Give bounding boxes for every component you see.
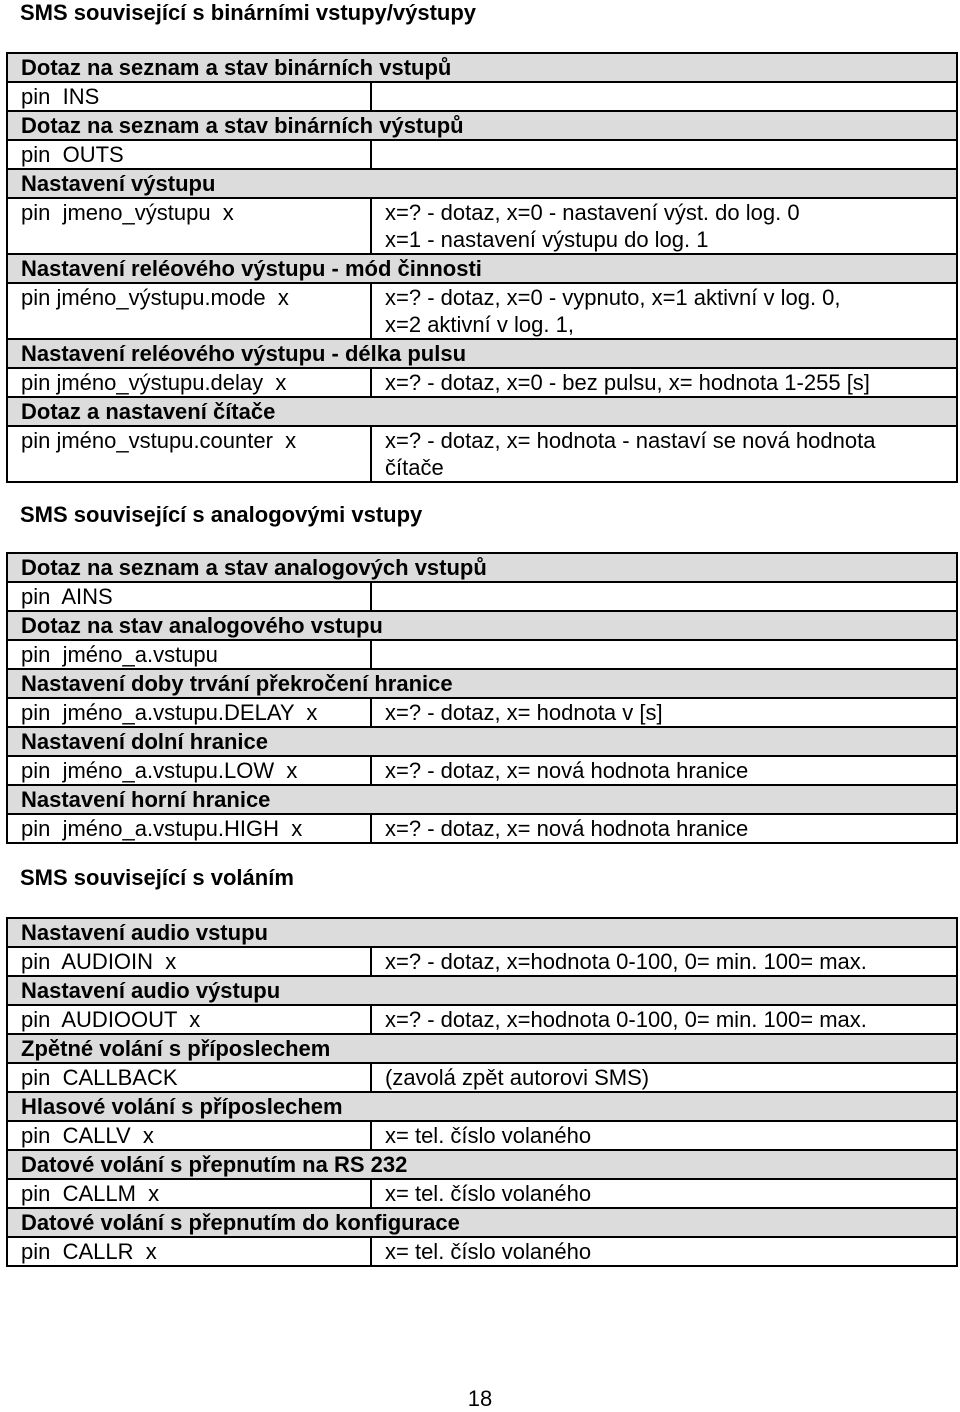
- command-syntax: pin AUDIOIN x: [7, 947, 371, 976]
- command-row: [7, 947, 957, 976]
- command-description: x= tel. číslo volaného: [371, 1179, 957, 1208]
- command-description: x=? - dotaz, x= hodnota v [s]: [371, 698, 957, 727]
- group-header: Nastavení audio vstupu: [7, 918, 957, 947]
- group-header: Nastavení audio výstupu: [7, 976, 957, 1005]
- command-description: (zavolá zpět autorovi SMS): [371, 1063, 957, 1092]
- group-header-row: [7, 553, 957, 582]
- command-row: [7, 640, 957, 669]
- command-description: x=? - dotaz, x= hodnota - nastaví se nová hodnota čítače: [371, 426, 957, 482]
- command-syntax: pin jméno_a.vstupu.DELAY x: [7, 698, 371, 727]
- group-header: Zpětné volání s příposlechem: [7, 1034, 957, 1063]
- command-syntax: pin AUDIOOUT x: [7, 1005, 371, 1034]
- group-header-row: [7, 1034, 957, 1063]
- command-description: x=? - dotaz, x= nová hodnota hranice: [371, 756, 957, 785]
- group-header-row: [7, 669, 957, 698]
- group-header: Nastavení dolní hranice: [7, 727, 957, 756]
- command-syntax: pin jméno_a.vstupu: [7, 640, 371, 669]
- group-header: Hlasové volání s příposlechem: [7, 1092, 957, 1121]
- command-syntax: pin INS: [7, 82, 371, 111]
- page-number: 18: [467, 1386, 493, 1411]
- command-syntax: pin OUTS: [7, 140, 371, 169]
- group-header-row: [7, 785, 957, 814]
- group-header-row: [7, 397, 957, 426]
- group-header: Dotaz na seznam a stav binárních výstupů: [7, 111, 957, 140]
- section-title-analog-inputs: SMS související s analogovými vstupy: [20, 502, 423, 527]
- command-syntax: pin jméno_a.vstupu.LOW x: [7, 756, 371, 785]
- command-syntax: pin AINS: [7, 582, 371, 611]
- command-row: [7, 756, 957, 785]
- command-description: x= tel. číslo volaného: [371, 1121, 957, 1150]
- group-header-row: [7, 1092, 957, 1121]
- command-description: [371, 140, 957, 169]
- group-header-row: [7, 1208, 957, 1237]
- command-syntax: pin jméno_a.vstupu.HIGH x: [7, 814, 371, 843]
- group-header-row: [7, 1150, 957, 1179]
- command-row: [7, 1005, 957, 1034]
- command-row: [7, 1179, 957, 1208]
- group-header-row: [7, 339, 957, 368]
- command-row: [7, 426, 957, 482]
- group-header-row: [7, 53, 957, 82]
- command-syntax: pin jméno_vstupu.counter x: [7, 426, 371, 482]
- command-syntax: pin CALLR x: [7, 1237, 371, 1266]
- group-header-row: [7, 976, 957, 1005]
- group-header: Nastavení doby trvání překročení hranice: [7, 669, 957, 698]
- calls-table: [6, 917, 958, 1267]
- group-header: Nastavení reléového výstupu - mód činnosti: [7, 254, 957, 283]
- analog-inputs-table: [6, 552, 958, 844]
- section-title-binary-io: SMS související s binárními vstupy/výstupy: [20, 0, 477, 25]
- command-description: x=? - dotaz, x=hodnota 0-100, 0= min. 100= max.: [371, 947, 957, 976]
- group-header-row: [7, 169, 957, 198]
- group-header-row: [7, 918, 957, 947]
- group-header: Nastavení reléového výstupu - délka pulsu: [7, 339, 957, 368]
- command-description: x=? - dotaz, x= nová hodnota hranice: [371, 814, 957, 843]
- command-syntax: pin jméno_výstupu.delay x: [7, 368, 371, 397]
- group-header-row: [7, 611, 957, 640]
- command-row: [7, 140, 957, 169]
- group-header: Datové volání s přepnutím na RS 232: [7, 1150, 957, 1179]
- command-row: [7, 82, 957, 111]
- command-syntax: pin CALLM x: [7, 1179, 371, 1208]
- binary-io-table: [6, 52, 958, 483]
- command-description: [371, 640, 957, 669]
- command-description: x=? - dotaz, x=0 - nastavení výst. do log. 0 x=1 - nastavení výstupu do log. 1: [371, 198, 957, 254]
- command-row: [7, 1121, 957, 1150]
- command-row: [7, 1237, 957, 1266]
- command-description: x= tel. číslo volaného: [371, 1237, 957, 1266]
- command-row: [7, 283, 957, 339]
- command-row: [7, 198, 957, 254]
- command-row: [7, 582, 957, 611]
- group-header-row: [7, 111, 957, 140]
- command-row: [7, 1063, 957, 1092]
- command-description: x=? - dotaz, x=hodnota 0-100, 0= min. 100= max.: [371, 1005, 957, 1034]
- group-header: Nastavení výstupu: [7, 169, 957, 198]
- command-description: x=? - dotaz, x=0 - vypnuto, x=1 aktivní v log. 0, x=2 aktivní v log. 1,: [371, 283, 957, 339]
- command-description: x=? - dotaz, x=0 - bez pulsu, x= hodnota 1-255 [s]: [371, 368, 957, 397]
- group-header: Dotaz na stav analogového vstupu: [7, 611, 957, 640]
- group-header: Datové volání s přepnutím do konfigurace: [7, 1208, 957, 1237]
- command-row: [7, 368, 957, 397]
- command-syntax: pin jmeno_výstupu x: [7, 198, 371, 254]
- group-header-row: [7, 727, 957, 756]
- command-row: [7, 698, 957, 727]
- group-header: Dotaz a nastavení čítače: [7, 397, 957, 426]
- command-row: [7, 814, 957, 843]
- command-description: [371, 582, 957, 611]
- group-header: Nastavení horní hranice: [7, 785, 957, 814]
- command-description: [371, 82, 957, 111]
- command-syntax: pin jméno_výstupu.mode x: [7, 283, 371, 339]
- group-header: Dotaz na seznam a stav binárních vstupů: [7, 53, 957, 82]
- group-header: Dotaz na seznam a stav analogových vstupů: [7, 553, 957, 582]
- command-syntax: pin CALLBACK: [7, 1063, 371, 1092]
- command-syntax: pin CALLV x: [7, 1121, 371, 1150]
- group-header-row: [7, 254, 957, 283]
- section-title-calls: SMS související s voláním: [20, 865, 294, 890]
